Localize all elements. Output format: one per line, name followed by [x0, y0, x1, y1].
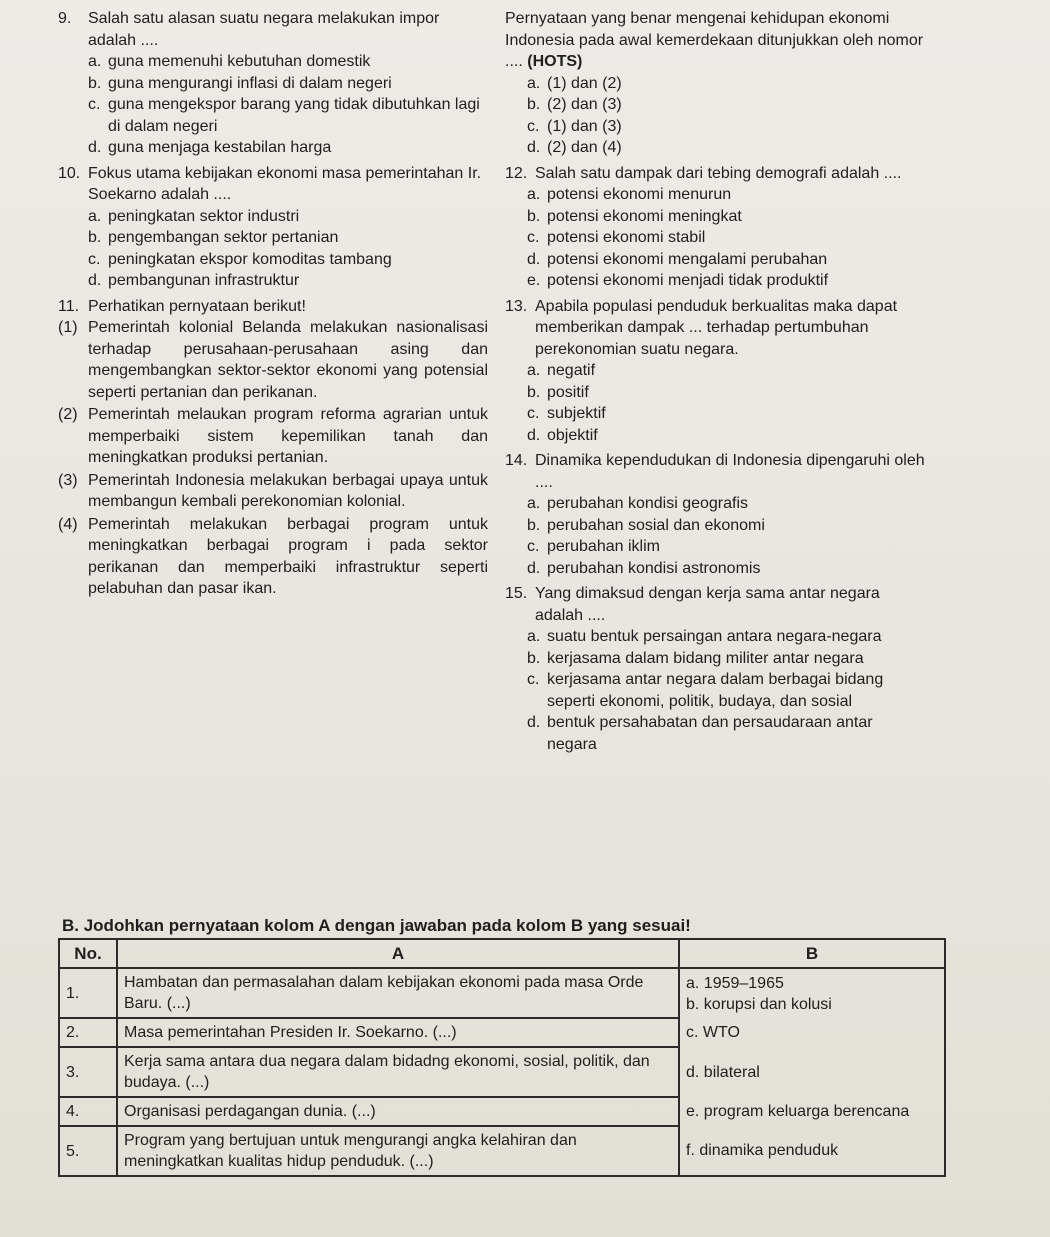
option-b-item: e. program keluarga berencana — [679, 1097, 945, 1126]
option-a[interactable]: a. peningkatan sektor industri — [88, 207, 300, 225]
table-row — [59, 968, 945, 1018]
option-b-item: d. bilateral — [679, 1047, 945, 1097]
right-column — [505, 8, 925, 759]
option-a[interactable]: a. suatu bentuk persaingan antara negara-negara — [527, 628, 882, 645]
option-d[interactable]: d. objektif — [527, 426, 598, 444]
option-a[interactable]: a. guna memenuhi kebutuhan domestik — [88, 53, 371, 70]
matching-table — [58, 938, 946, 1177]
question-text: Salah satu dampak dari tebing demografi adalah .... — [535, 164, 902, 182]
table-row — [59, 1018, 945, 1047]
question-text: Perhatikan pernyataan berikut! — [88, 297, 306, 315]
option-d[interactable]: d. potensi ekonomi mengalami perubahan — [527, 250, 828, 268]
question-number: 14. — [505, 452, 528, 469]
option-b[interactable]: b. (2) dan (3) — [527, 96, 622, 113]
question-15 — [505, 583, 925, 755]
statement-list — [58, 317, 488, 600]
option-b[interactable]: b. perubahan sosial dan ekonomi — [527, 516, 765, 534]
option-a[interactable]: a. perubahan kondisi geografis — [527, 495, 749, 512]
header-a: A — [117, 939, 679, 968]
row-number: 3. — [59, 1047, 117, 1097]
question-text: Apabila populasi penduduk berkualitas maka dapat memberikan dampak ... terhadap pertumbuhan perekonomian suatu negara. — [535, 297, 898, 358]
question-text: Yang dimaksud dengan kerja sama antar negara adalah .... — [535, 585, 880, 624]
row-statement: Organisasi perdagangan dunia. (...) — [117, 1097, 679, 1126]
row-number: 2. — [59, 1018, 117, 1047]
option-b-item: a. 1959–1965 b. korupsi dan kolusi — [679, 968, 945, 1018]
question-13 — [505, 296, 925, 447]
option-c[interactable]: c. peningkatan ekspor komoditas tambang — [88, 250, 392, 268]
option-b-item: c. WTO — [679, 1018, 945, 1047]
row-statement: Hambatan dan permasalahan dalam kebijakan ekonomi pada masa Orde Baru. (...) — [117, 968, 679, 1018]
option-c[interactable]: c. potensi ekonomi stabil — [527, 229, 706, 246]
row-number: 1. — [59, 968, 117, 1018]
row-statement: Kerja sama antara dua negara dalam bidadng ekonomi, sosial, politik, dan budaya. (...) — [117, 1047, 679, 1097]
statement-item: (1) Pemerintah kolonial Belanda melakukan nasionalisasi terhadap perusahaan-perusahaan asing dan mengembangkan sektor-sektor ekonomi yang potensial seperti pertanian dan perikanan. — [58, 319, 488, 401]
left-column — [58, 8, 488, 604]
option-b[interactable]: b. guna mengurangi inflasi di dalam negeri — [88, 74, 392, 92]
hots-label: (HOTS) — [527, 53, 583, 70]
option-d[interactable]: d. guna menjaga kestabilan harga — [88, 139, 332, 156]
table-row — [59, 1097, 945, 1126]
option-a[interactable]: a. (1) dan (2) — [527, 74, 622, 92]
section-title: B. Jodohkan pernyataan kolom A dengan jawaban pada kolom B yang sesuai! — [62, 916, 691, 935]
header-no: No. — [59, 939, 117, 968]
question-10 — [58, 163, 488, 292]
statement-item: (2) Pemerintah melaukan program reforma agrarian untuk memperbaiki sistem kepemilikan tanah dan meningkatkan produksi pertanian. — [58, 406, 488, 466]
question-text: Dinamika kependudukan di Indonesia dipengaruhi oleh .... — [535, 452, 925, 491]
question-11 — [58, 296, 488, 600]
option-b[interactable]: b. positif — [527, 383, 589, 401]
question-text: Fokus utama kebijakan ekonomi masa pemerintahan Ir. Soekarno adalah .... — [88, 164, 482, 203]
option-d[interactable]: d. pembangunan infrastruktur — [88, 272, 300, 289]
option-e[interactable]: e. potensi ekonomi menjadi tidak produktif — [527, 272, 829, 289]
option-d[interactable]: d. (2) dan (4) — [527, 139, 622, 156]
row-number: 4. — [59, 1097, 117, 1126]
question-text: Pernyataan yang benar mengenai kehidupan ekonomi Indonesia pada awal kemerdekaan ditunjukkan oleh nomor .... (HOTS) — [505, 10, 924, 70]
statement-item: (3) Pemerintah Indonesia melakukan berbagai upaya untuk membangun kembali perekonomian kolonial. — [58, 471, 488, 510]
question-number: 12. — [505, 164, 528, 182]
question-number: 15. — [505, 585, 528, 602]
question-number: 9. — [58, 10, 72, 27]
option-c[interactable]: c. kerjasama antar negara dalam berbagai bidang seperti ekonomi, politik, budaya, dan sosial — [527, 671, 884, 710]
row-number: 5. — [59, 1126, 117, 1176]
option-c[interactable]: c. subjektif — [527, 405, 606, 422]
question-14 — [505, 450, 925, 579]
option-c[interactable]: c. (1) dan (3) — [527, 117, 622, 135]
option-a[interactable]: a. potensi ekonomi menurun — [527, 186, 732, 203]
option-b-item: f. dinamika penduduk — [679, 1126, 945, 1176]
section-b-matching — [58, 916, 948, 1177]
statement-item: (4) Pemerintah melakukan berbagai program untuk meningkatkan berbagai program i pada sektor perikanan dan memperbaiki infrastruktur seperti pelabuhan dan pasar ikan. — [58, 515, 488, 597]
option-c[interactable]: c. perubahan iklim — [527, 538, 660, 555]
option-b[interactable]: b. potensi ekonomi meningkat — [527, 207, 742, 225]
table-row — [59, 1047, 945, 1097]
question-number: 13. — [505, 297, 528, 315]
question-number: 10. — [58, 164, 81, 182]
table-header-row — [59, 939, 945, 968]
header-b: B — [679, 939, 945, 968]
row-statement: Masa pemerintahan Presiden Ir. Soekarno. (...) — [117, 1018, 679, 1047]
question-9 — [58, 8, 488, 159]
question-12 — [505, 163, 925, 292]
option-b[interactable]: b. pengembangan sektor pertanian — [88, 229, 339, 246]
question-11-continued — [505, 8, 925, 159]
table-row — [59, 1126, 945, 1176]
option-a[interactable]: a. negatif — [527, 362, 596, 379]
row-statement: Program yang bertujuan untuk mengurangi angka kelahiran dan meningkatkan kualitas hidup penduduk. (...) — [117, 1126, 679, 1176]
option-b[interactable]: b. kerjasama dalam bidang militer antar negara — [527, 649, 864, 667]
question-text: Salah satu alasan suatu negara melakukan impor adalah .... — [88, 10, 440, 49]
option-d[interactable]: d. perubahan kondisi astronomis — [527, 559, 761, 577]
option-c[interactable]: c. guna mengekspor barang yang tidak dibutuhkan lagi di dalam negeri — [88, 96, 480, 135]
question-number: 11. — [58, 297, 80, 315]
option-d[interactable]: d. bentuk persahabatan dan persaudaraan antar negara — [527, 714, 873, 753]
